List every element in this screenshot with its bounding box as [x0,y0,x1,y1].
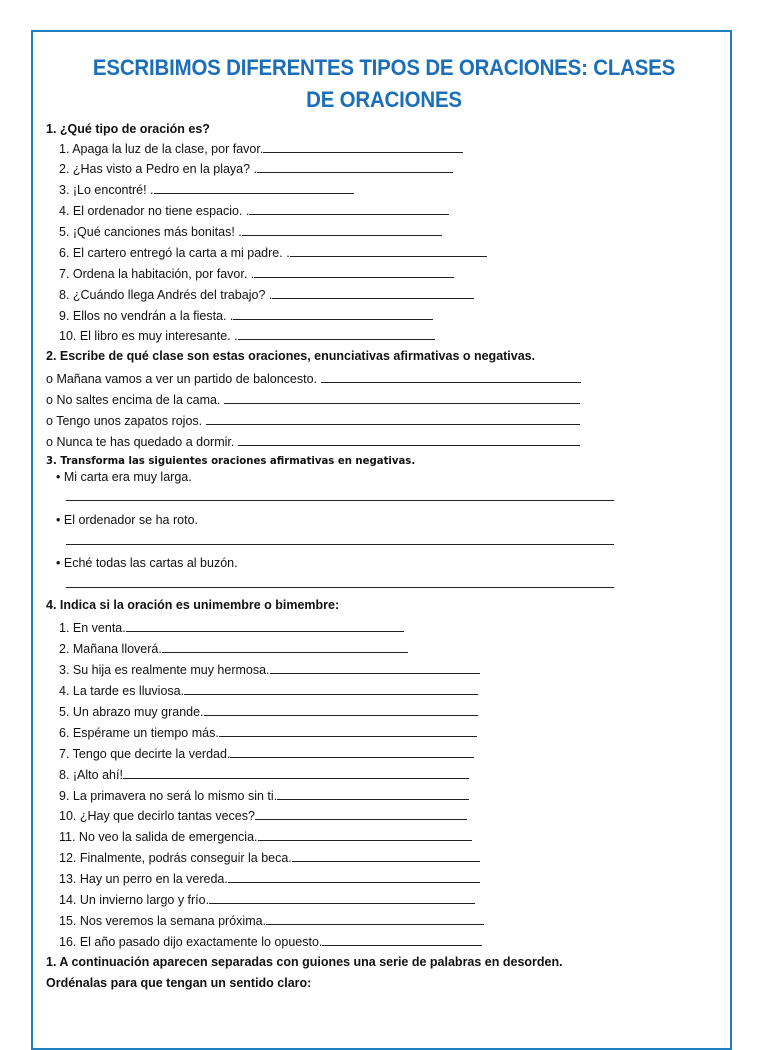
s4-item-13: 13. Hay un perro en la vereda. [59,871,480,887]
s1-item-8: 8. ¿Cuándo llega Andrés del trabajo? . [59,287,474,303]
section3-heading: 3. Transforma las siguientes oraciones afirmativas en negativas. [46,454,416,467]
worksheet-title-line2: DE ORACIONES [306,87,462,112]
worksheet-title-line1: ESCRIBIMOS DIFERENTES TIPOS DE ORACIONES: CLASES [92,55,676,80]
s1-item-5: 5. ¡Qué canciones más bonitas! . [59,224,442,240]
s4-item-9: 9. La primavera no será lo mismo sin ti. [59,788,469,804]
s4-item-10: 10. ¿Hay que decirlo tantas veces? [59,808,467,824]
s4-item-5: 5. Un abrazo muy grande. [59,704,478,720]
s4-item-6: 6. Espérame un tiempo más. [59,725,477,741]
section5-heading-line2: Ordénalas para que tengan un sentido claro: [46,976,312,990]
s1-item-1: 1. Apaga la luz de la clase, por favor. [59,141,463,157]
s4-item-16: 16. El año pasado dijo exactamente lo opuesto. [59,934,482,950]
section2-heading: 2. Escribe de qué clase son estas oraciones, enunciativas afirmativas o negativas. [46,349,536,363]
s2-item-3: o Tengo unos zapatos rojos. [46,413,580,429]
section1-heading: 1. ¿Qué tipo de oración es? [46,122,210,136]
s3-item-3: • Eché todas las cartas al buzón. [56,556,238,570]
s4-item-15: 15. Nos veremos la semana próxima. [59,913,484,929]
s2-item-2: o No saltes encima de la cama. [46,392,580,408]
s4-item-14: 14. Un invierno largo y frío. [59,892,475,908]
s1-item-6: 6. El cartero entregó la carta a mi padre. . [59,245,487,261]
s4-item-3: 3. Su hija es realmente muy hermosa. [59,662,480,678]
s4-item-8: 8. ¡Alto ahí! [59,767,469,783]
section5-heading-line1: 1. A continuación aparecen separadas con guiones una serie de palabras en desorden. [46,955,563,969]
s1-item-7: 7. Ordena la habitación, por favor. . [59,266,454,282]
s1-item-4: 4. El ordenador no tiene espacio. . [59,203,449,219]
s4-item-2: 2. Mañana lloverá. [59,641,408,657]
s1-item-9: 9. Ellos no vendrán a la fiesta. . [59,308,433,324]
s1-item-2: 2. ¿Has visto a Pedro en la playa? . [59,161,453,177]
s2-item-4: o Nunca te has quedado a dormir. [46,434,580,450]
s4-item-7: 7. Tengo que decirte la verdad. [59,746,474,762]
s4-item-12: 12. Finalmente, podrás conseguir la beca. [59,850,480,866]
s3-answer-line-2[interactable] [66,544,614,545]
s1-item-3: 3. ¡Lo encontré! . [59,182,354,198]
s2-item-1: o Mañana vamos a ver un partido de baloncesto. [46,371,581,387]
s4-item-11: 11. No veo la salida de emergencia. [59,829,472,845]
s3-item-1: • Mi carta era muy larga. [56,470,192,484]
s3-item-2: • El ordenador se ha roto. [56,513,198,527]
s1-item-10: 10. El libro es muy interesante. . [59,328,435,344]
s4-item-1: 1. En venta. [59,620,404,636]
section4-heading: 4. Indica si la oración es unimembre o bimembre: [46,598,340,612]
s4-item-4: 4. La tarde es lluviosa. [59,683,478,699]
s3-answer-line-1[interactable] [66,500,614,501]
s3-answer-line-3[interactable] [66,587,614,588]
